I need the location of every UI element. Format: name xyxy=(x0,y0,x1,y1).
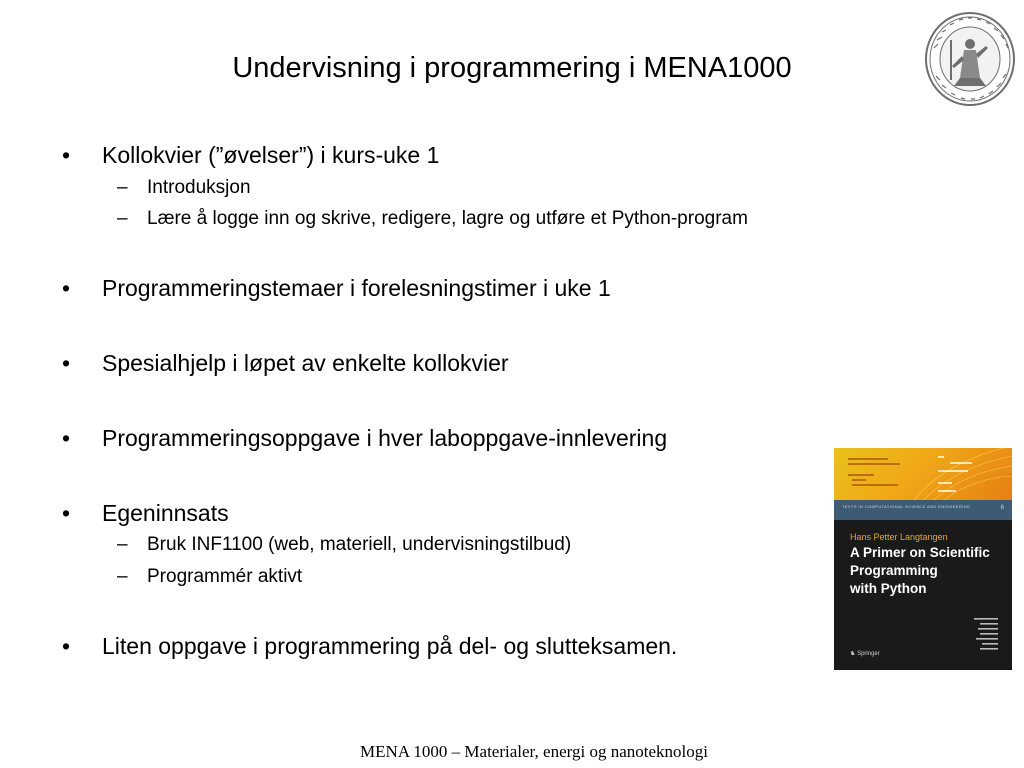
bullet-item xyxy=(62,273,832,303)
sub-bullet-text: Programmér aktivt xyxy=(147,566,303,587)
bullet-text: Spesialhjelp i løpet av enkelte kollokvier xyxy=(102,350,509,376)
bullet-item xyxy=(62,423,832,453)
sub-bullet-marker: – xyxy=(117,177,128,198)
book-editors-list xyxy=(968,618,998,660)
sub-bullet-marker: – xyxy=(117,534,128,555)
book-title-line: with Python xyxy=(850,581,927,596)
sub-bullet-marker: – xyxy=(117,208,128,229)
bullet-marker: • xyxy=(62,350,71,376)
slide-title: Undervisning i programmering i MENA1000 xyxy=(232,52,792,84)
bullet-marker: • xyxy=(62,275,71,301)
bullet-marker: • xyxy=(62,142,71,168)
book-series-name: TEXTS IN COMPUTATIONAL SCIENCE AND ENGINEERING xyxy=(842,504,971,509)
sub-bullet-text: Lære å logge inn og skrive, redigere, lagre og utføre et Python-program xyxy=(147,208,748,229)
bullet-text: Programmeringsoppgave i hver laboppgave-innlevering xyxy=(102,425,668,451)
sub-bullet-text: Introduksjon xyxy=(147,177,251,198)
bullet-list xyxy=(62,140,832,661)
bullet-text: Programmeringstemaer i forelesningstimer i uke 1 xyxy=(102,275,611,301)
book-title-line: Programming xyxy=(850,563,938,578)
book-series-strip xyxy=(834,500,1012,520)
sub-bullet-marker: – xyxy=(117,566,128,587)
book-title-line: A Primer on Scientific xyxy=(850,545,990,560)
bullet-marker: • xyxy=(62,500,71,526)
book-cover-code-banner xyxy=(834,448,1012,500)
slide-footer: MENA 1000 – Materialer, energi og nanoteknologi xyxy=(360,742,708,761)
bullet-marker: • xyxy=(62,633,71,659)
university-seal-logo xyxy=(924,10,1016,108)
book-author: Hans Petter Langtangen xyxy=(850,532,948,542)
bullet-marker: • xyxy=(62,425,71,451)
bullet-item xyxy=(62,498,832,589)
bullet-item xyxy=(62,140,832,231)
code-graph-decoration xyxy=(834,448,1012,500)
springer-knight-icon: ♞ xyxy=(850,651,856,657)
bullet-text: Kollokvier (”øvelser”) i kurs-uke 1 xyxy=(102,142,440,168)
book-title xyxy=(850,544,990,598)
book-series-number: 6 xyxy=(1000,505,1004,511)
bullet-text: Liten oppgave i programmering på del- og slutteksamen. xyxy=(102,633,678,659)
sub-bullet-text: Bruk INF1100 (web, materiell, undervisningstilbud) xyxy=(147,534,572,555)
bullet-text: Egeninnsats xyxy=(102,500,229,526)
book-cover-image xyxy=(834,448,1012,670)
publisher-name: Springer xyxy=(857,651,880,657)
publisher-logo xyxy=(850,650,880,657)
bullet-item xyxy=(62,631,832,661)
bullet-item xyxy=(62,348,832,378)
